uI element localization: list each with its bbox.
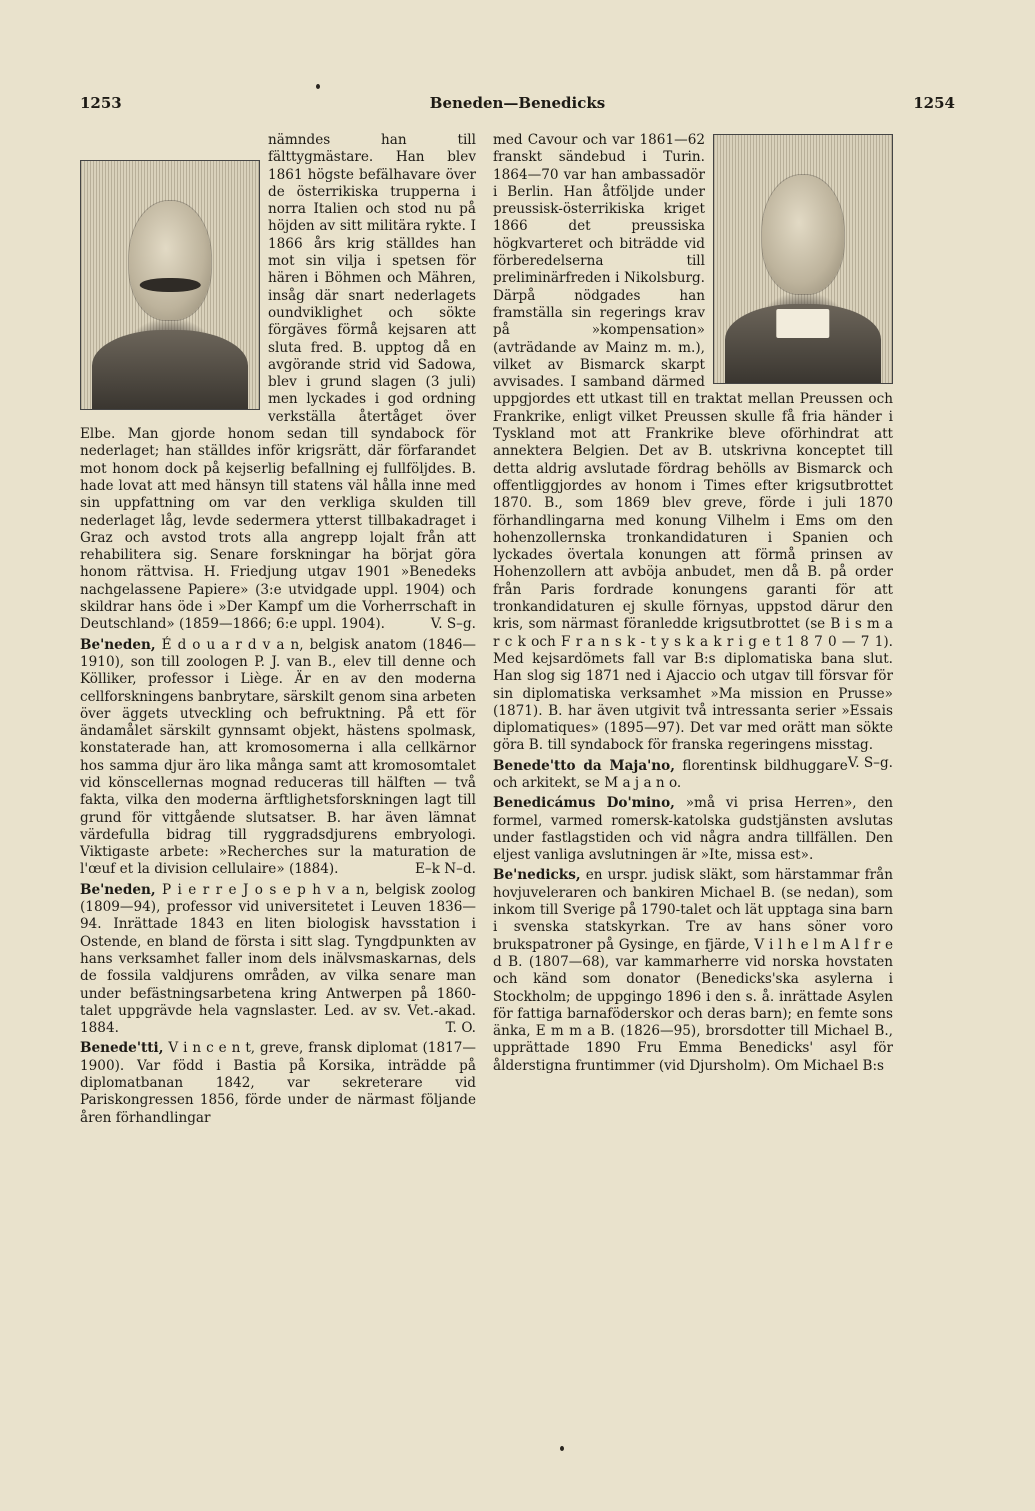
entry-benedicks [493, 867, 893, 1075]
author-signature: V. S–g. [847, 754, 893, 771]
entry-headword: Be'nedicks, [493, 867, 581, 884]
page-number-left: 1253 [80, 94, 122, 112]
entry-headword: Benede'tti, [80, 1040, 164, 1057]
entry-text: nämndes han till fälttygmästare. Han blev 1861 högste befälhavare över de österrikiska trupperna i norra Italien och stod nu på höjden av sitt militära rykte. I 1866 års krig ställdes han mot sin vilja i spetsen för hären i Böhmen och Mähren, insåg där snart nederlagets oundviklighet och sökte förgäves förmå kejsaren att sluta fred. B. upptog då en avgörande strid vid Sadowa, blev i grund slagen (3 juli) men lyckades i god ordning verkställa återtåget över Elbe. Man gjorde honom sedan till syndabock för nederlaget; han ställdes inför krigsrätt, där förfarandet mot honom dock på kejserlig befallning ej fullföljdes. B. hade lovat att med hänsyn till statens väl hålla inne med sin uppfattning om var den verkliga skulden till nederlaget låg, levde sedermera ytterst tillbakadraget i Graz och avstod trots alla angrepp lojalt från att rehabilitera sig. Senare forskningar ha börjat göra honom rättvisa. H. Friedjung utgav 1901 »Benedeks nachgelassene Papiere» (3:e utvidgade uppl. 1904) och skildrar hans öde i »Der Kampf um die Vorherrschaft in Deutschland» (1859—1866; 6:e uppl. 1904). [80, 132, 476, 633]
author-signature: V. S–g. [430, 616, 476, 633]
entry-headword: Be'neden, [80, 636, 156, 653]
entry-headword: Benede'tto da Maja'no, [493, 757, 675, 774]
ink-speck [560, 1446, 564, 1451]
portrait-benedek [80, 160, 260, 410]
page-header [80, 94, 955, 118]
entry-text: P i e r r e J o s e p h v a n, belgisk zoolog (1809—94), professor vid universitetet i Leuven 1836—94. Inrättade 1843 en liten biologisk havsstation i Ostende, en bland de första i sitt slag. Tyngdpunkten av hans verksamhet faller inom dels inälvsmaskarnas, dels de fossila valdjurens områden, av vilka senare man under befästningsarbetena kring Antwerpen på 1860-talet uppgrävde hela vagnslaster. Led. av sv. Vet.-akad. 1884. [80, 881, 476, 1037]
entry-text: É d o u a r d v a n, belgisk anatom (1846—1910), son till zoologen P. J. van B., elev till denne och Kölliker, professor i Liège. Är en av den moderna cellforskningens banbrytare, särskilt genom sina arbeten över äggets utveckling och befruktning. På ett för ändamålet särskilt gynnsamt objekt, hästens spolmask, konstaterade han, att kromosomerna i alla cellkärnor hos samma djur äro lika många samt att kromosomtalet vid könscellernas mognad reduceras till hälften — två fakta, vilka den moderna ärftlighetsforskningen lagt till grund för vittgående slutsatser. B. har även lämnat värdefulla bidrag till ryggradsdjurens embryologi. Viktigaste arbete: »Recherches sur la maturation de l'œuf et la division cellulaire» (1884). [80, 636, 476, 878]
portrait-uniform [92, 330, 249, 409]
running-title: Beneden—Benedicks [429, 94, 606, 112]
ink-speck [316, 84, 320, 89]
page-number-right: 1254 [913, 94, 955, 112]
entry-beneden-edouard [80, 637, 476, 879]
entry-text: »må vi prisa Herren», den formel, varmed romersk-katolska gudstjänsten avslutas under fastlagstiden och vid några andra tillfällen. Den eljest vanliga avslutningen är »Ite, missa est». [493, 795, 893, 864]
entry-headword: Be'neden, [80, 881, 156, 898]
right-column [493, 132, 893, 1075]
portrait-collar [776, 309, 829, 339]
author-signature: T. O. [445, 1020, 476, 1037]
entry-benedetto-da-majano [493, 758, 893, 793]
portrait-face [129, 201, 211, 320]
portrait-benedetti [713, 134, 893, 384]
portrait-face [762, 175, 844, 294]
entry-benedicamus-domino [493, 795, 893, 864]
entry-text: en urspr. judisk släkt, som härstammar från hovjuveleraren och bankiren Michael B. (se nedan), som inkom till Sverige på 1790-talet och lät upptaga sina barn i svenska statskyrkan. Tre av hans söner voro brukspatroner på Gysinge, en fjärde, V i l h e l m A l f r e d B. (1807—68), var kammarherre vid norska hovstaten och känd som donator (Benedicks'ska asylerna i Stockholm; de uppgingo 1896 i den s. å. inrättade Asylen för fattiga barnaföderskor och deras barn); en femte sons änka, E m m a B. (1826—95), brorsdotter till Michael B., upprättade 1890 Fru Emma Benedicks' asyl för ålderstigna fruntimmer (vid Djursholm). Om Michael B:s [493, 867, 893, 1074]
portrait-mustache [140, 278, 201, 293]
author-signature: E–k N–d. [415, 861, 476, 878]
entry-beneden-pierre-joseph [80, 882, 476, 1038]
entry-text: V i n c e n t, greve, fransk diplomat (1817—1900). Var född i Bastia på Korsika, inträdde på diplomatbanan 1842, var sekreterare vid Pariskongressen 1856, förde under de närmast följande åren förhandlingar [80, 1040, 476, 1126]
entry-text: florentinsk bildhuggare och arkitekt, se M a j a n o. [493, 757, 848, 791]
entry-headword: Benedicámus Do'mino, [493, 795, 675, 812]
entry-benedetti [80, 1040, 476, 1126]
left-column [80, 132, 476, 1127]
entry-text: med Cavour och var 1861—62 franskt sändebud i Turin. 1864—70 var han ambassadör i Berlin. Han åtföljde under preussisk-österrikiska kriget 1866 det preussiska högkvarteret och biträdde vid förberedelserna till preliminärfreden i Nikolsburg. Därpå nödgades han framställa sin regerings krav på »kompensation» (avträdande av Mainz m. m.), vilket av Bismarck skarpt avvisades. I samband därmed uppgjordes ett utkast till en traktat mellan Preussen och Frankrike, enligt vilket Preussen skulle få fria händer i Tyskland mot att Frankrike bleve oförhindrat att annektera Belgien. Det av B. utskrivna konceptet till detta aldrig avslutade fördrag behölls av Bismarck och offentliggjordes av honom i Times efter krigsutbrottet 1870. B., som 1869 blev greve, förde i juli 1870 förhandlingarna med konung Vilhelm i Ems om den hohenzollernska tronkandidaturen i Spanien och lyckades övertala konungen att förmå prinsen av Hohenzollern att avböja anbudet, men då B. på order från Paris fordrade konungens garanti för att tronkandidaturen ej skulle förnyas, uppstod därur den kris, som närmast föranledde krigsutbrottet (se B i s m a r c k och F r a n s k - t y s k a k r i g e t 1 8 7 0 — 7 1). Med kejsardömets fall var B:s diplomatiska bana slut. Han slog sig 1871 ned i Ajaccio och utgav till försvar för sin diplomatiska verksamhet »Ma mission en Prusse» (1871). B. har även utgivit två intressanta serier »Essais diplomatiques» (1895—97). Det var med orätt man sökte göra B. till syndabock för franska regeringens misstag. [493, 132, 893, 754]
